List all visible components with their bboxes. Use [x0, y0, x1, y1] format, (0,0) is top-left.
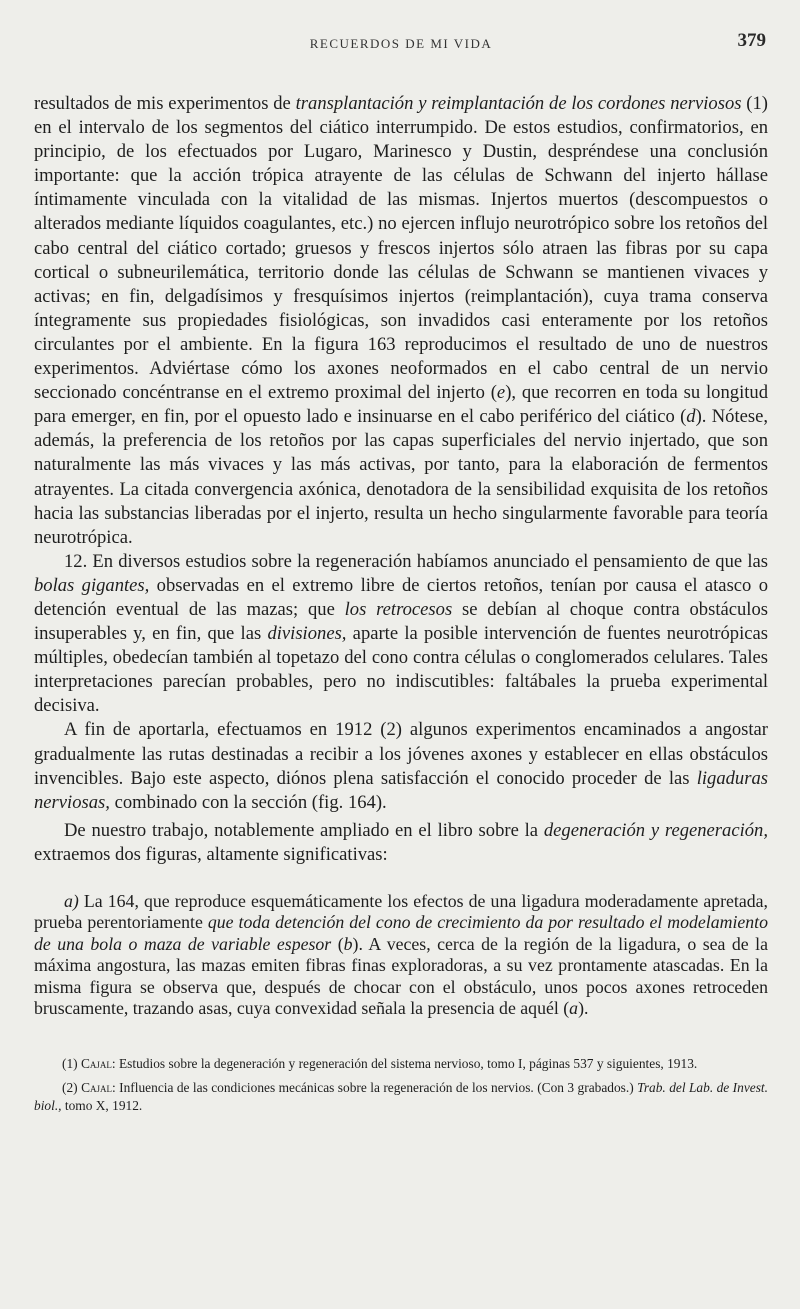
text-run: ). Nótese, además, la preferencia de los retoños por las capas superficiales del nervio injertado, que son naturalmente las más vivaces y las más activas, por tanto, para la elaboración de fermentos atrayentes. La citada convergencia axónica, denotadora de la sensibilidad exquisita de los retoños hacia las substancias liberadas por el injerto, resulta un hecho singularmente favorable para teoría neurotrópica.	[34, 406, 768, 548]
italic-run: ligaduras nerviosas,	[34, 767, 768, 813]
page-number: 379	[737, 30, 766, 51]
text-run: La 164, que reproduce esquemáticamente los efectos de una ligadura moderadamente apretada, prueba perentoriamente	[34, 891, 768, 933]
italic-run: a	[569, 998, 579, 1019]
text-run: 12. En diversos estudios sobre la regeneración habíamos anunciado el pensamiento de que las	[64, 550, 768, 572]
text-run: A fin de aportarla, efectuamos en 1912 (2) algunos experimentos encaminados a angostar gradualmente las rutas destinadas a recibir a los jóvenes axones y establecer en ellas obstáculos invencibles. Bajo este aspecto, diónos plena satisfacción el conocido proceder de las	[34, 719, 768, 789]
footnote-author: Cajal	[81, 1080, 112, 1096]
paragraph-2	[34, 550, 768, 719]
paragraph-5	[34, 891, 768, 1019]
footnote-journal: Trab. del Lab. de Invest. biol.,	[34, 1080, 768, 1114]
text-run: De nuestro trabajo, notablemente ampliado en el libro sobre la	[64, 819, 544, 841]
footnote-number: (1)	[62, 1056, 78, 1072]
text-run: combinado con la sección (fig. 164).	[109, 791, 387, 813]
text-run: ).	[578, 998, 589, 1019]
italic-run: b	[343, 933, 353, 954]
body-text	[34, 92, 768, 1019]
italic-run: d	[686, 406, 696, 428]
footnote-text: : Estudios sobre la degeneración y regeneración del sistema nervioso, tomo I, páginas 537 y siguientes, 1913.	[111, 1056, 698, 1072]
text-run: aparte la posible intervención de fuentes neurotrópicas múltiples, obedecían también al topetazo del cono contra células o conglomerados celulares. Tales interpretaciones parecían probables, pero no indiscutibles: faltábales la prueba experimental decisiva.	[34, 623, 768, 717]
running-head: RECUERDOS DE MI VIDA	[309, 36, 493, 51]
italic-run: que toda detención del cono de crecimiento da por resultado el modelamiento de una bola o maza de variable espesor	[34, 912, 768, 954]
footnotes	[34, 1055, 768, 1115]
text-run: ). A veces, cerca de la región de la ligadura, o sea de la máxima angostura, las mazas emiten fibras finas exploradoras, a su vez prontamente atascadas. En la misma figura se observa que, después de chocar con el obstáculo, unos pocos axones retroceden bruscamente, trazando asas, cuya convexidad señala la presencia de aquél (	[34, 933, 769, 1019]
paragraph-3	[34, 718, 768, 814]
text-run: resultados de mis experimentos de	[34, 93, 296, 114]
footnote-text: tomo X, 1912.	[61, 1098, 143, 1114]
page-header	[34, 0, 768, 92]
footnote-2	[34, 1079, 768, 1115]
italic-run: divisiones,	[267, 623, 347, 645]
text-run: ), que recorren en toda su longitud para emerger, en fin, por el opuesto lado e insinuarse en el cabo periférico del ciático (	[34, 382, 768, 428]
italic-run: bolas gigantes,	[34, 574, 150, 596]
text-run: (1) en el intervalo de los segmentos del ciático interrumpido. De estos estudios, confirmatorios, en principio, de los efectuados por Lugaro, Marinesco y Dustin, despréndese una conclusión importante: que la acción trópica atrayente de las células de Schwann del injerto hállase íntimamente vinculada con la vitalidad de las mismas. Injertos muertos (descompuestos o alterados mediante líquidos coagulantes, etc.) no ejercen influjo neurotrópico sobre los retoños del cabo central del ciático cortado; gruesos y frescos injertos sólo atraen las fibras por su capa cortical o subneurilemática, territorio donde las células de Schwann se mantienen vivaces y activas; en fin, delgadísimos y fresquísimos injertos (reimplantación), cuya trama conserva íntegramente sus propiedades fisiológicas, son invadidos casi enteramente por los retoños circulantes por el ambiente. En la figura 163 reproducimos el resultado de uno de nuestros experimentos. Adviértase cómo los axones neoformados en el cabo central de un nervio seccionado concéntranse en el extremo proximal del injerto (	[34, 93, 768, 404]
text-run: (	[331, 933, 344, 954]
italic-run: transplantación y reimplantación de los cordones nerviosos	[295, 93, 742, 114]
footnote-1	[34, 1055, 768, 1073]
text-run: se debían al choque contra obstáculos insuperables y, en fin, que las	[34, 598, 768, 645]
italic-run: degeneración y regeneración,	[543, 819, 768, 841]
footnote-text: : Influencia de las condiciones mecánicas sobre la regeneración de los nervios. (Con 3 grabados.)	[112, 1080, 638, 1096]
italic-run: los retrocesos	[344, 598, 453, 620]
paragraph-4	[34, 819, 768, 867]
text-run: observadas en el extremo libre de ciertos retoños, tenían por causa el atasco o detención eventual de las mazas; que	[34, 574, 768, 620]
footnote-author: Cajal	[80, 1056, 112, 1072]
italic-run: a)	[64, 891, 79, 911]
text-run: extraemos dos figuras, altamente significativas:	[34, 843, 388, 865]
italic-run: e	[496, 382, 506, 404]
paragraph-1	[34, 92, 768, 550]
footnote-number: (2)	[62, 1080, 78, 1096]
